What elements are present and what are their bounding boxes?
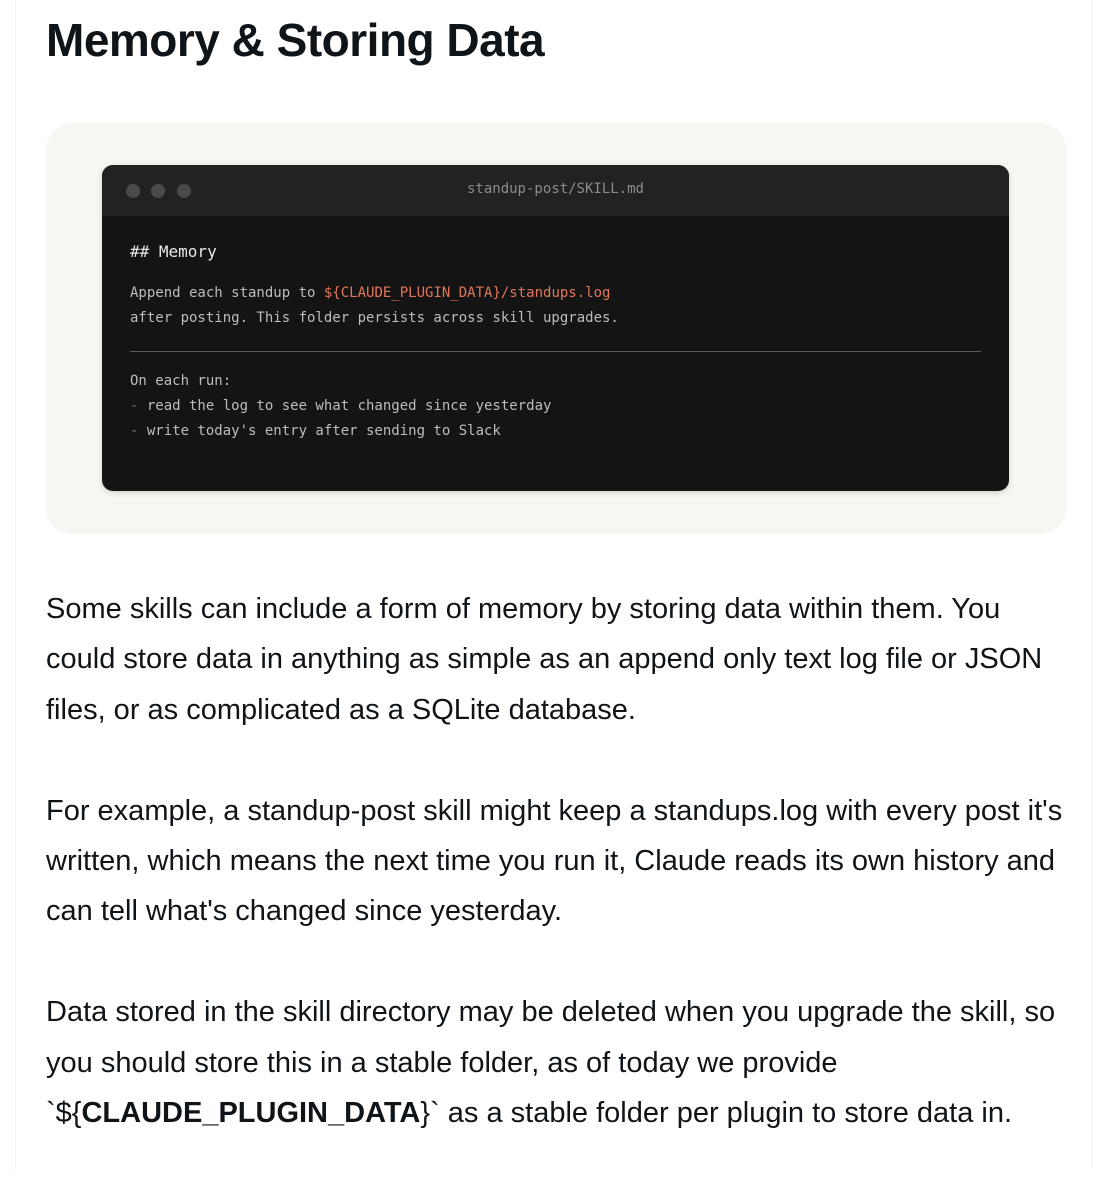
code-bullet bbox=[130, 394, 981, 419]
code-line: after posting. This folder persists across skill upgrades. bbox=[130, 310, 619, 326]
code-path-highlight: ${CLAUDE_PLUGIN_DATA}/standups.log bbox=[323, 285, 611, 301]
code-content bbox=[130, 241, 981, 444]
paragraph-text: Data stored in the skill directory may be deleted when you upgrade the skill, so you should store this in a stable folder, as of today we provide `${ bbox=[46, 996, 1056, 1130]
bullet-text: read the log to see what changed since yesterday bbox=[146, 398, 552, 414]
article-body bbox=[46, 584, 1076, 1189]
bullet-dash: - bbox=[130, 398, 147, 414]
paragraph-text: }` as a stable folder per plugin to store data in. bbox=[420, 1097, 1013, 1130]
code-figure bbox=[46, 123, 1066, 534]
bullet-dash: - bbox=[130, 423, 147, 439]
article-page bbox=[15, 0, 1093, 1170]
code-heading: ## Memory bbox=[130, 242, 217, 261]
window-titlebar bbox=[102, 165, 1009, 216]
code-text: Append each standup to bbox=[130, 285, 324, 301]
section-heading: Memory & Storing Data bbox=[46, 14, 545, 66]
code-window bbox=[102, 165, 1009, 491]
paragraph: For example, a standup-post skill might keep a standups.log with every post it's written, which means the next time you run it, Claude reads its own history and can tell what's changed since yesterday. bbox=[46, 794, 1063, 928]
inline-code-bold: CLAUDE_PLUGIN_DATA bbox=[81, 1097, 421, 1130]
code-bullet bbox=[130, 419, 981, 444]
window-filename: standup-post/SKILL.md bbox=[466, 181, 644, 197]
code-divider bbox=[130, 351, 981, 352]
code-line bbox=[130, 281, 981, 306]
paragraph bbox=[46, 987, 1076, 1138]
bullet-text: write today's entry after sending to Slack bbox=[146, 423, 501, 439]
paragraph: Some skills can include a form of memory by storing data within them. You could store data in anything as simple as an append only text log file or JSON files, or as complicated as a SQLite database. bbox=[46, 593, 1043, 726]
code-line: On each run: bbox=[130, 373, 232, 389]
